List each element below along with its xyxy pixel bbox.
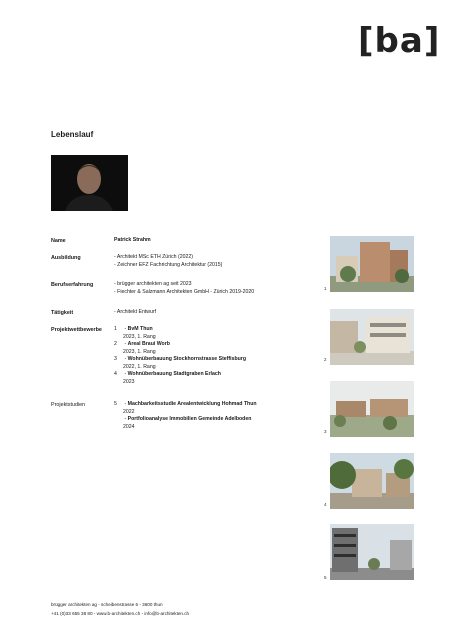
item-number: 4 bbox=[114, 371, 117, 377]
image-number: 4 bbox=[324, 502, 327, 507]
item-detail: 2024 bbox=[123, 423, 135, 430]
image-number: 1 bbox=[324, 286, 327, 291]
item-detail: 2023, 1. Rang bbox=[123, 333, 156, 340]
study-item: 5 - Machbarkeitsstudie Arealentwicklung Hohmad Thun 2022 bbox=[114, 401, 257, 415]
footer-address: brügger architekten ag - scheibenstrasse 6 - 3600 thun bbox=[51, 602, 163, 607]
project-image-4 bbox=[330, 453, 414, 509]
item-name: Machbarkeitsstudie Arealentwicklung Hohmad Thun bbox=[127, 401, 257, 407]
study-item: - Portfolioanalyse Immobilien Gemeinde Adelboden 2024 bbox=[114, 416, 251, 431]
item-detail: 2023, 1. Rang bbox=[123, 348, 156, 355]
row-label-activity: Tätigkeit bbox=[51, 310, 74, 316]
project-image-1 bbox=[330, 236, 414, 292]
image-number: 2 bbox=[324, 357, 327, 362]
item-number: 1 bbox=[114, 326, 117, 332]
page-title: Lebenslauf bbox=[51, 130, 94, 139]
image-number: 5 bbox=[324, 575, 327, 580]
experience-line-2: - Fiechter & Salzmann Architekten GmbH - Zürich 2019-2020 bbox=[114, 289, 255, 295]
competition-item: 1 - BvM Thun 2023, 1. Rang bbox=[114, 326, 156, 340]
company-logo: [ba] bbox=[358, 21, 441, 61]
item-number: 3 bbox=[114, 356, 117, 362]
competition-item: 4 - Wohnüberbauung Stadtgraben Erlach 2023 bbox=[114, 371, 221, 385]
item-name: BvM Thun bbox=[127, 326, 153, 332]
item-detail: 2023 bbox=[123, 378, 135, 385]
competition-item: 2 - Areal Braui Worb 2023, 1. Rang bbox=[114, 341, 170, 355]
item-name: Wohnüberbauung Stockhornstrasse Steffisburg bbox=[127, 356, 246, 362]
competition-item: 3 - Wohnüberbauung Stockhornstrasse Steffisburg 2022, 1. Rang bbox=[114, 356, 246, 370]
experience-line-1: - brügger architekten ag seit 2023 bbox=[114, 281, 192, 287]
item-detail: 2022 bbox=[123, 408, 135, 415]
item-number: 2 bbox=[114, 341, 117, 347]
row-label-education: Ausbildung bbox=[51, 255, 81, 261]
project-image-3 bbox=[330, 381, 414, 437]
row-label-name: Name bbox=[51, 238, 66, 244]
item-name: Portfolioanalyse Immobilien Gemeinde Adelboden bbox=[127, 416, 252, 422]
item-name: Areal Braui Worb bbox=[127, 341, 170, 347]
row-label-competitions: Projektwettbewerbe bbox=[51, 327, 102, 333]
row-label-studies: Projektstudien bbox=[51, 402, 86, 408]
name-value: Patrick Strahm bbox=[114, 237, 151, 243]
education-line-2: - Zeichner EFZ Fachrichtung Architektur (2015) bbox=[114, 262, 223, 268]
item-name: Wohnüberbauung Stadtgraben Erlach bbox=[127, 371, 221, 377]
portrait-photo bbox=[51, 155, 128, 211]
row-label-experience: Berufserfahrung bbox=[51, 282, 94, 288]
image-number: 3 bbox=[324, 429, 327, 434]
project-image-5 bbox=[330, 524, 414, 580]
item-number: 5 bbox=[114, 401, 117, 407]
activity-line-1: - Architekt Entwurf bbox=[114, 309, 157, 315]
project-image-2 bbox=[330, 309, 414, 365]
item-detail: 2022, 1. Rang bbox=[123, 363, 156, 370]
footer-contact: +41 (0)33 655 38 80 - www.b-architekten.ch - info@b-architekten.ch bbox=[51, 611, 190, 616]
education-line-1: - Architekt MSc ETH Zürich (2022) bbox=[114, 254, 193, 260]
